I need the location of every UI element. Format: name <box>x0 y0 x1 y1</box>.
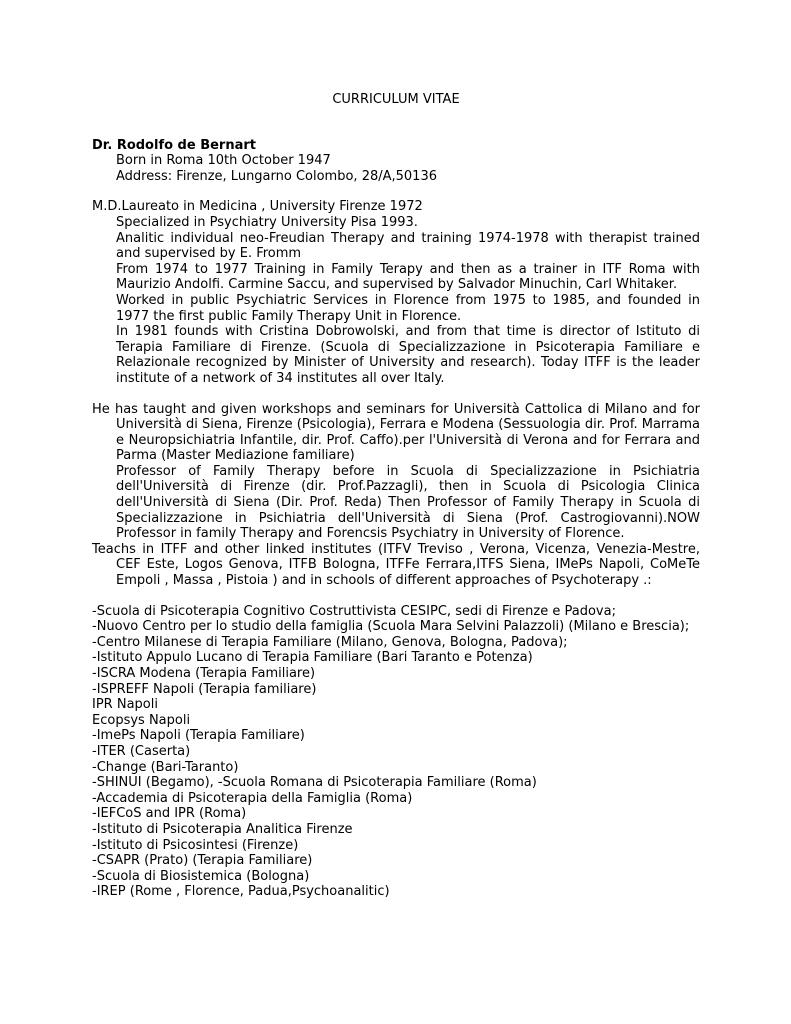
list-item: -Scuola di Biosistemica (Bologna) <box>92 868 310 884</box>
list-item: -Istituto di Psicosintesi (Firenze) <box>92 837 299 853</box>
teaching-paragraph: He has taught and given workshops and seminars for Università Cattolica di Milano and for Università di Siena, Firenze (Psicologia), Ferrara e Modena (Sessuologia dir. Prof. Marrama e Neuropsichiatria Infantile, dir. Prof. Caffo).per l'Università di Verona and for Ferrara and Parma (Master Mediazione familiare) <box>92 401 700 464</box>
list-item: -Change (Bari-Taranto) <box>92 759 239 775</box>
list-item: -IREP (Rome , Florence, Padua,Psychoanalitic) <box>92 884 390 900</box>
list-item: -CSAPR (Prato) (Terapia Familiare) <box>92 853 313 869</box>
career-item: Specialized in Psychiatry University Pisa 1993. <box>116 214 418 230</box>
degree-line: M.D.Laureato in Medicina , University Firenze 1972 <box>92 199 423 215</box>
spacer <box>92 589 700 604</box>
list-item: -ITER (Caserta) <box>92 743 191 759</box>
schools-list <box>92 604 700 900</box>
spacer <box>92 387 700 402</box>
person-name: Dr. Rodolfo de Bernart <box>92 137 256 153</box>
list-item: -Scuola di Psicoterapia Cognitivo Costruttivista CESIPC, sedi di Firenze e Padova; <box>92 603 616 619</box>
career-item: Analitic individual neo-Freudian Therapy and training 1974-1978 with therapist trained and supervised by E. Fromm <box>116 230 700 262</box>
list-item: -SHINUI (Begamo), -Scuola Romana di Psicoterapia Familiare (Roma) <box>92 775 537 791</box>
list-item: -ImePs Napoli (Terapia Familiare) <box>92 728 305 744</box>
list-item: Ecopsys Napoli <box>92 712 191 728</box>
list-item: -IEFCoS and IPR (Roma) <box>92 806 247 822</box>
list-item: -ISPREFF Napoli (Terapia familiare) <box>92 681 317 697</box>
list-item: IPR Napoli <box>92 697 158 713</box>
list-item: -Istituto di Psicoterapia Analitica Firenze <box>92 821 353 837</box>
list-item: -Nuovo Centro per lo studio della famiglia (Scuola Mara Selvini Palazzoli) (Milano e Brescia); <box>92 619 690 635</box>
list-item: -ISCRA Modena (Terapia Familiare) <box>92 666 316 681</box>
career-item: From 1974 to 1977 Training in Family Terapy and then as a trainer in ITF Roma with Maurizio Andolfi. Carmine Saccu, and supervised by Salvador Minuchin, Carl Whitaker. <box>116 261 700 293</box>
list-item: -Centro Milanese di Terapia Familiare (Milano, Genova, Bologna, Padova); <box>92 634 568 650</box>
professor-paragraph: Professor of Family Therapy before in Scuola di Specializzazione in Psichiatria dell'Università di Firenze (dir. Prof.Pazzagli), then in Scuola di Psicologia Clinica dell'Università di Siena (Dir. Prof. Reda) Then Professor of Family Therapy in Scuola di Specializzazione in Psichiatria dell'Università di Siena (Prof. Castrogiovanni).NOW Professor in family Therapy and Forencsis Psychiatry in University of Florence. <box>116 463 700 542</box>
list-item: -Istituto Appulo Lucano di Terapia Familiare (Bari Taranto e Potenza) <box>92 650 533 666</box>
career-item: In 1981 founds with Cristina Dobrowolski, and from that time is director of Istituto di Terapia Familiare di Firenze. (Scuola di Specializzazione in Psicoterapia Familiare e Relazionale recognized by Minister of University and research). Today ITFF is the leader institute of a network of 34 institutes all over Italy. <box>116 324 700 386</box>
birth-info: Born in Roma 10th October 1947 <box>116 153 331 169</box>
list-item: -Accademia di Psicoterapia della Famiglia (Roma) <box>92 790 413 806</box>
teaches-paragraph: Teachs in ITFF and other linked institutes (ITFV Treviso , Verona, Vicenza, Venezia-Mestre, CEF Este, Logos Genova, ITFB Bologna, ITFFe Ferrara,ITFS Siena, IMePs Napoli, CoMeTe Empoli , Massa , Pistoia ) and in schools of different approaches of Psychoterapy .: <box>92 541 700 589</box>
career-item: Worked in public Psychiatric Services in Florence from 1975 to 1985, and founded in 1977 the first public Family Therapy Unit in Florence. <box>116 292 700 324</box>
address-info: Address: Firenze, Lungarno Colombo, 28/A,50136 <box>116 168 437 184</box>
document-title: CURRICULUM VITAE <box>332 92 460 107</box>
spacer <box>92 184 700 199</box>
